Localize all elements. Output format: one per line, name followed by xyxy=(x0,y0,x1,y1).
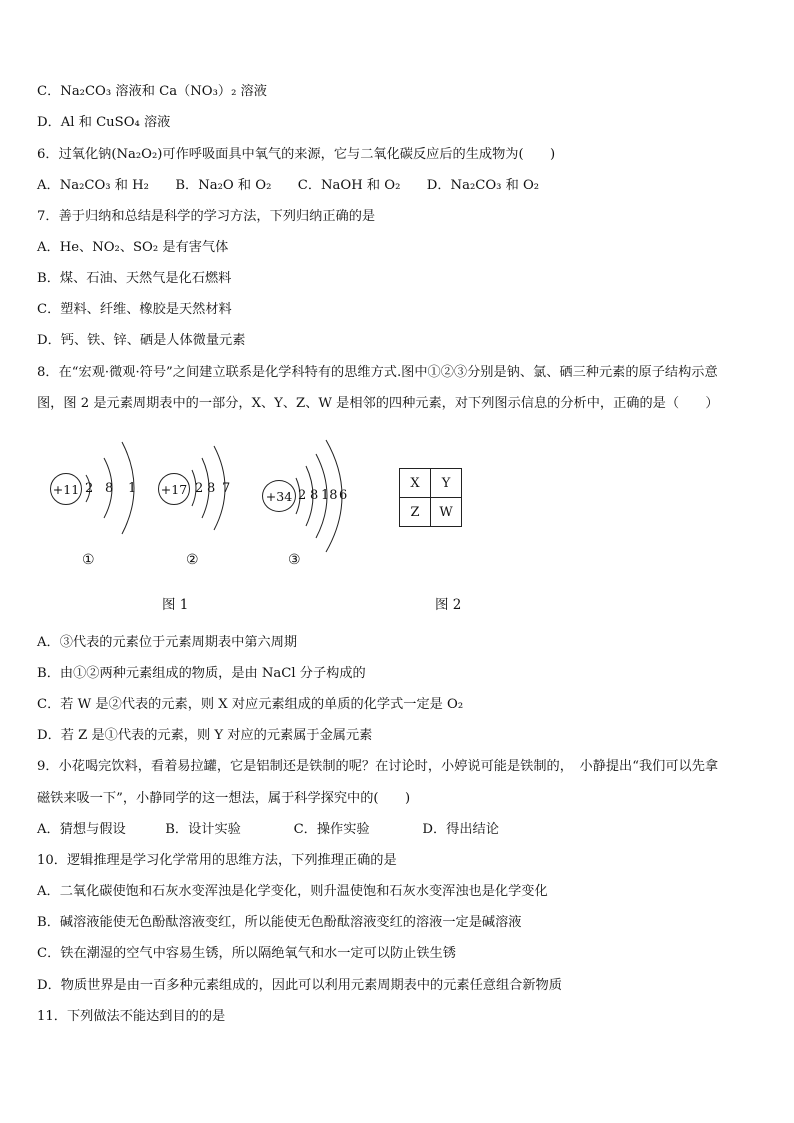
question-7-option-b: B．煤、石油、天然气是化石燃料 xyxy=(37,271,232,286)
periodic-table-fragment xyxy=(399,468,462,527)
question-9-line-2: 磁铁来吸一下”，小静同学的这一想法，属于科学探究中的( ) xyxy=(37,791,411,806)
table-cell-x: X xyxy=(400,469,431,498)
question-8-line-2: 图，图 2 是元素周期表中的一部分，X、Y、Z、W 是相邻的四种元素，对下列图示信息的分析中，正确的是（ ） xyxy=(37,396,719,411)
atom-diagram-selenium xyxy=(258,420,378,570)
shell-electron-count: 8 xyxy=(310,488,319,503)
shell-electron-count: 2 xyxy=(85,481,94,496)
atom-label: ③ xyxy=(288,552,301,568)
nucleus: +17 xyxy=(158,473,190,505)
option-c-q5: C．Na₂CO₃ 溶液和 Ca（NO₃）₂ 溶液 xyxy=(37,84,267,99)
figure-2-caption: 图 2 xyxy=(435,597,462,613)
shell-electron-count: 2 xyxy=(298,488,307,503)
shell-electron-count: 7 xyxy=(222,481,231,496)
question-9-line-1: 9．小花喝完饮料，看着易拉罐，它是铝制还是铁制的呢？在讨论时，小婷说可能是铁制的， 小静提出“我们可以先拿 xyxy=(37,759,719,774)
shell-electron-count: 1 xyxy=(128,481,137,496)
figure-1-caption: 图 1 xyxy=(162,597,189,613)
option-d-q5: D．Al 和 CuSO₄ 溶液 xyxy=(37,115,171,130)
question-8-figures xyxy=(0,420,794,620)
question-8-option-c: C．若 W 是②代表的元素，则 X 对应元素组成的单质的化学式一定是 O₂ xyxy=(37,697,464,712)
question-7-option-a: A．He、NO₂、SO₂ 是有害气体 xyxy=(37,240,229,255)
question-7-option-c: C．塑料、纤维、橡胶是天然材料 xyxy=(37,302,232,317)
table-cell-y: Y xyxy=(431,469,462,498)
question-7-option-d: D．钙、铁、锌、硒是人体微量元素 xyxy=(37,333,246,348)
shell-electron-count: 8 xyxy=(207,481,216,496)
question-11: 11．下列做法不能达到目的的是 xyxy=(37,1009,226,1024)
shell-electron-count: 2 xyxy=(195,481,204,496)
nucleus: +34 xyxy=(262,480,296,512)
atom-label: ② xyxy=(186,552,199,568)
question-10-option-b: B．碱溶液能使无色酚酞溶液变红，所以能使无色酚酞溶液变红的溶液一定是碱溶液 xyxy=(37,915,522,930)
question-7: 7．善于归纳和总结是科学的学习方法，下列归纳正确的是 xyxy=(37,209,376,224)
shell-electron-count: 6 xyxy=(339,488,348,503)
nucleus: +11 xyxy=(50,473,82,505)
question-6: 6．过氧化钠(Na₂O₂)可作呼吸面具中氧气的来源，它与二氧化碳反应后的生成物为( ) xyxy=(37,147,556,162)
shell-electron-count: 8 xyxy=(105,481,114,496)
electron-shells xyxy=(150,420,260,570)
atom-label: ① xyxy=(82,552,95,568)
question-10-option-d: D．物质世界是由一百多种元素组成的，因此可以利用元素周期表中的元素任意组合新物质 xyxy=(37,978,562,993)
question-8-option-a: A．③代表的元素位于元素周期表中第六周期 xyxy=(37,635,298,650)
shell-electron-count: 18 xyxy=(321,488,338,503)
table-cell-w: W xyxy=(431,498,462,527)
atom-diagram-sodium xyxy=(40,420,150,570)
atom-diagram-chlorine xyxy=(150,420,260,570)
question-10: 10．逻辑推理是学习化学常用的思维方法，下列推理正确的是 xyxy=(37,853,397,868)
question-8-option-d: D．若 Z 是①代表的元素，则 Y 对应的元素属于金属元素 xyxy=(37,728,373,743)
table-cell-z: Z xyxy=(400,498,431,527)
question-10-option-a: A．二氧化碳使饱和石灰水变浑浊是化学变化，则升温使饱和石灰水变浑浊也是化学变化 xyxy=(37,884,548,899)
question-6-options: A．Na₂CO₃ 和 H₂ B．Na₂O 和 O₂ C．NaOH 和 O₂ D．Na₂CO₃ 和 O₂ xyxy=(37,178,540,193)
question-10-option-c: C．铁在潮湿的空气中容易生锈，所以隔绝氧气和水一定可以防止铁生锈 xyxy=(37,946,456,961)
question-8-line-1: 8．在“宏观·微观·符号”之间建立联系是化学科特有的思维方式.图中①②③分别是钠、氯、硒三种元素的原子结构示意 xyxy=(37,365,718,380)
question-8-option-b: B．由①②两种元素组成的物质，是由 NaCl 分子构成的 xyxy=(37,666,366,681)
question-9-options: A．猜想与假设 B．设计实验 C．操作实验 D．得出结论 xyxy=(37,822,499,837)
